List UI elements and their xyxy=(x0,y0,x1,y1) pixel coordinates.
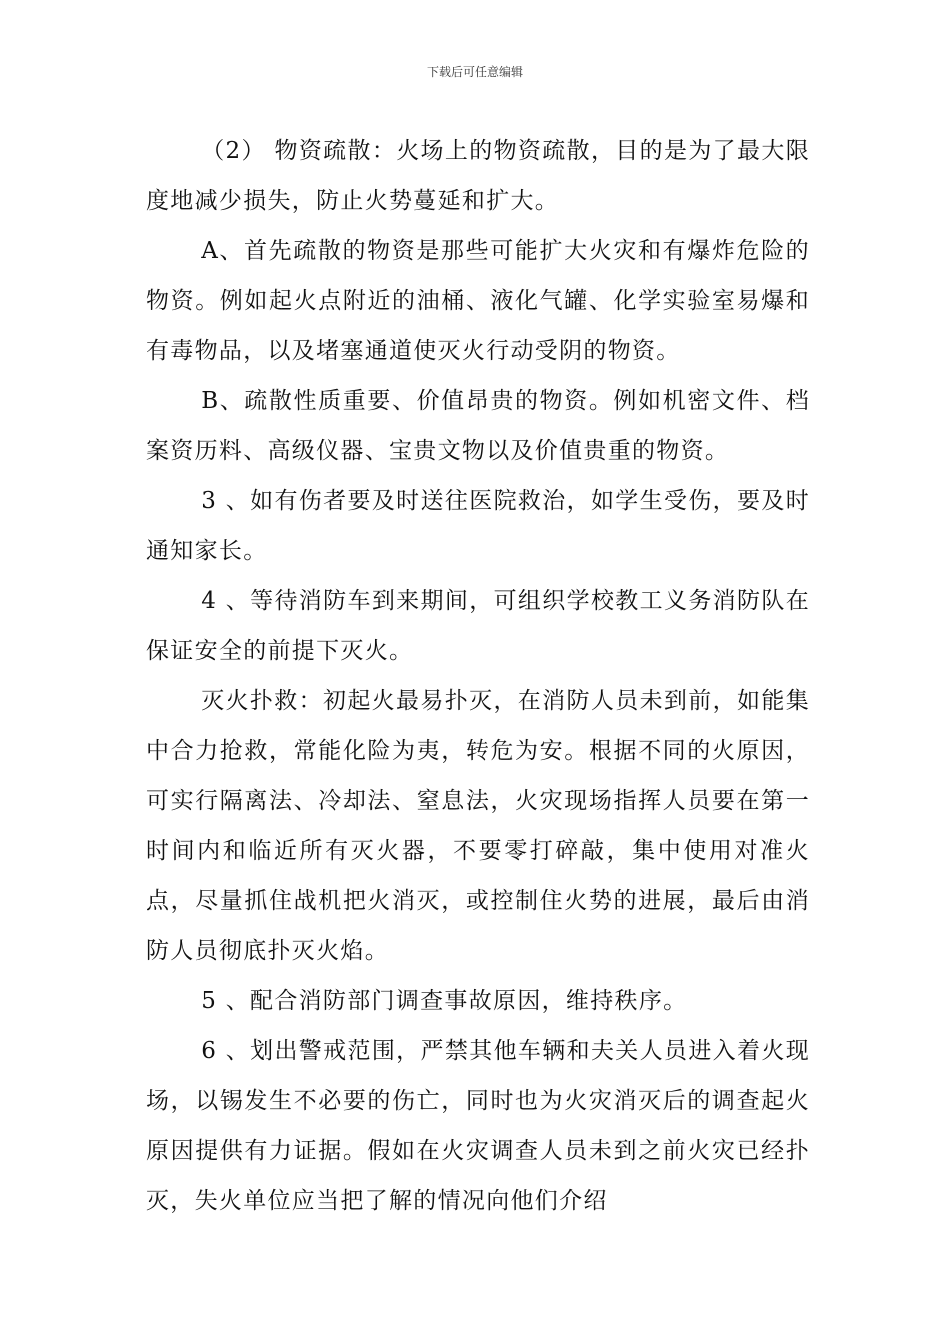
paragraph-fire-fighting: 灭火扑救：初起火最易扑灭，在消防人员未到前，如能集中合力抢救，常能化险为夷，转危为安。根据不同的火原因，可实行隔离法、冷却法、窒息法，火灾现场指挥人员要在第一时间内和临近所有灭火器，不要零打碎敲，集中使用对准火点，尽量抓住战机把火消灭，或控制住火势的进展，最后由消防人员彻底扑灭火焰。 xyxy=(146,688,810,964)
paragraph-step-6: 6 、划出警戒范围，严禁其他车辆和夫关人员进入着火现场，以锡发生不必要的伤亡，同时也为火灾消灭后的调查起火原因提供有力证据。假如在火灾调查人员未到之前火灾已经扑灭，失火单位应当把了解的情况向他们介绍 xyxy=(146,1038,810,1214)
paragraph-material-evacuation: （2） 物资疏散：火场上的物资疏散，目的是为了最大限度地减少损失，防止火势蔓延和扩大。 xyxy=(146,138,810,214)
paragraph-step-5: 5 、配合消防部门调查事故原因，维持秩序。 xyxy=(201,988,688,1014)
paragraph-item-b: B、疏散性质重要、价值昂贵的物资。例如机密文件、档案资历料、高级仪器、宝贵文物以及价值贵重的物资。 xyxy=(146,388,810,464)
paragraph-step-3: 3 、如有伤者要及时送往医院救治，如学生受伤，要及时通知家长。 xyxy=(146,488,810,564)
paragraph-step-4: 4 、等待消防车到来期间，可组织学校教工义务消防队在保证安全的前提下灭火。 xyxy=(146,588,810,664)
paragraph-item-a: A、首先疏散的物资是那些可能扩大火灾和有爆炸危险的物资。例如起火点附近的油桶、液化气罐、化学实验室易爆和有毒物品，以及堵塞通道使灭火行动受阴的物资。 xyxy=(146,238,810,364)
page-header: 下载后可任意编辑 xyxy=(426,65,523,79)
document-body xyxy=(146,126,810,1226)
